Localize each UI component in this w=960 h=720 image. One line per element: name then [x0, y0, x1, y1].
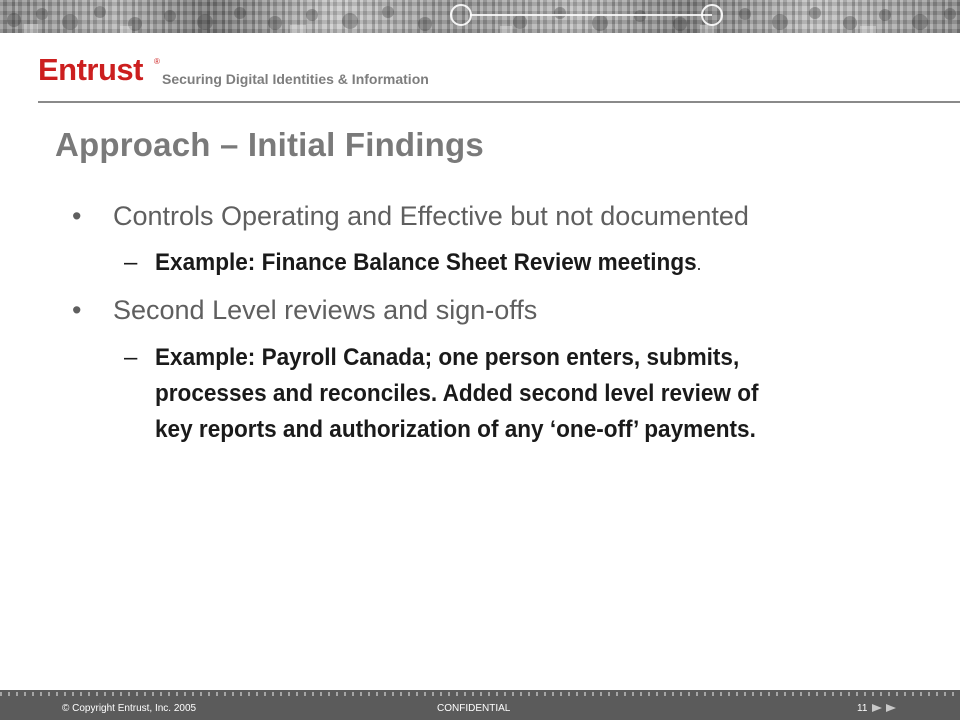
header-photo-banner — [0, 0, 960, 33]
sub-bullet-line: Example: Payroll Canada; one person enters, submits, — [155, 344, 740, 371]
copyright-text: © Copyright Entrust, Inc. 2005 — [62, 703, 197, 714]
sub-bullet-item — [124, 340, 797, 448]
header-divider — [38, 101, 960, 103]
bullet-item — [72, 201, 749, 232]
banner-ring-right — [701, 4, 723, 26]
bullet-icon: • — [72, 295, 82, 325]
sub-bullet-text: Example: Finance Balance Sheet Review meetings. — [155, 249, 702, 276]
banner-ring-left — [450, 4, 472, 26]
sub-bullet-line: key reports and authorization of any ‘one-off’ payments. — [155, 416, 756, 443]
logo-tagline: Securing Digital Identities & Information — [162, 71, 429, 87]
logo-wordmark: Entrust — [38, 52, 143, 87]
entrust-logo — [38, 52, 458, 92]
sub-bullet-item — [124, 245, 736, 282]
sub-bullet-line: processes and reconciles. Added second level review of — [155, 380, 759, 407]
footer-dotted-rule — [0, 692, 960, 696]
confidential-label: CONFIDENTIAL — [437, 703, 511, 714]
bullet-item — [72, 295, 537, 326]
slide-title: Approach – Initial Findings — [55, 126, 484, 163]
bullet-text: Controls Operating and Effective but not documented — [113, 201, 749, 231]
double-arrow-right-icon[interactable] — [868, 702, 908, 714]
page-number: 11 — [857, 703, 868, 714]
bullet-icon: • — [72, 201, 82, 231]
banner-line — [470, 14, 712, 16]
dash-icon: – — [124, 249, 138, 276]
bullet-text: Second Level reviews and sign-offs — [113, 295, 538, 325]
dash-icon: – — [124, 344, 138, 371]
registered-mark: ® — [154, 57, 160, 66]
crowd-photo-image — [0, 0, 960, 33]
footer-bar — [0, 690, 960, 720]
